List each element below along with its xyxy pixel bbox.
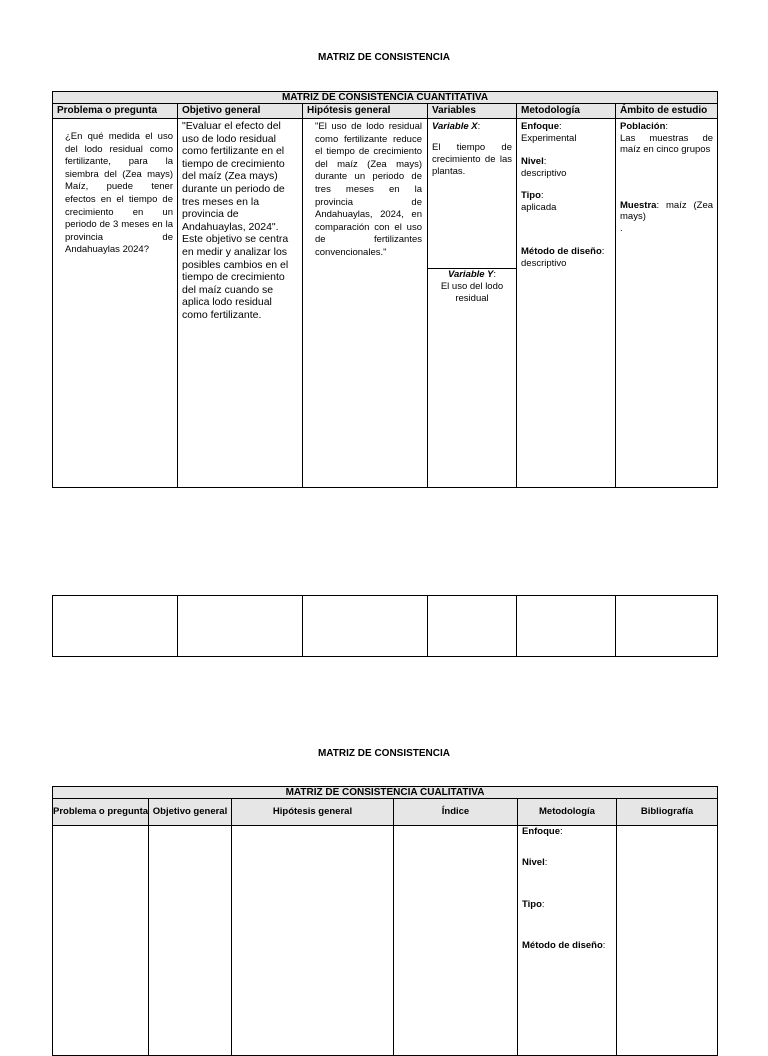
cell2-bibliografia [617, 826, 718, 1056]
poblacion-value: Las muestras de maíz en cinco grupos [620, 132, 714, 155]
header-hipotesis: Hipótesis general [303, 104, 428, 119]
enfoque-value: Experimental [521, 132, 577, 144]
empty-cell [517, 596, 616, 657]
cell-objetivo [178, 119, 303, 488]
variable-x-label: Variable X [432, 121, 478, 132]
cell-hipotesis [303, 119, 428, 488]
nivel-value: descriptivo [521, 167, 567, 179]
empty-cell [53, 596, 178, 657]
enfoque2-label: Enfoque [522, 826, 560, 837]
enfoque-label: Enfoque [521, 121, 559, 132]
poblacion-label: Población [620, 121, 666, 132]
empty-cell [616, 596, 718, 657]
metodo2-label: Método de diseño [522, 940, 603, 951]
hipotesis-text: "El uso de lodo residual como fertilizante reduce el tiempo de crecimiento del maíz (Zea mays) durante un periodo de tres meses en la provincia de Andahuaylas, 2024, en comparación con el uso de fertilizantes convencionales." [315, 121, 422, 258]
cell-problema [53, 119, 178, 488]
header2-indice: Índice [394, 799, 518, 826]
cell2-objetivo [149, 826, 232, 1056]
header-objetivo: Objetivo general [178, 104, 303, 119]
variable-y-label: Variable Y [447, 269, 494, 280]
variable-x-text: El tiempo de crecimiento de las plantas. [432, 142, 512, 177]
header2-objetivo: Objetivo general [149, 799, 232, 826]
empty-cell [303, 596, 428, 657]
header-metodologia: Metodología [517, 104, 616, 119]
nivel2-label: Nivel [522, 857, 545, 868]
empty-table [52, 595, 718, 657]
cell2-problema [53, 826, 149, 1056]
tipo-value: aplicada [521, 201, 557, 213]
problema-text: ¿En qué medida el uso del lodo residual como fertilizante, para la siembra del (Zea mays) Maíz, puede tener efectos en el tiempo de crecimiento en un periodo de 3 meses en la provincia de Andahuaylas 2024? [65, 131, 173, 256]
metodo-label: Método de diseño [521, 246, 602, 257]
cell-metodologia: Enfoque: Experimental Nivel: descriptivo Tipo: aplicada Método de diseño: descriptivo [517, 119, 616, 488]
empty-cell [428, 596, 517, 657]
tipo2-label: Tipo [522, 899, 542, 910]
cell2-indice [394, 826, 518, 1056]
header2-metodologia: Metodología [518, 799, 617, 826]
empty-cell [178, 596, 303, 657]
variable-y-text: El uso del lodo residual [440, 281, 504, 304]
metodo-value: descriptivo [521, 257, 567, 269]
matrix-cuantitativa [52, 91, 718, 488]
header2-hipotesis: Hipótesis general [232, 799, 394, 826]
cell-ambito: Población: Las muestras de maíz en cinco grupos Muestra: maíz (Zea mays) . [616, 119, 718, 488]
header2-bibliografia: Bibliografía [617, 799, 718, 826]
matrix-cualitativa [52, 786, 718, 1056]
header-ambito: Ámbito de estudio [616, 104, 718, 119]
cell2-metodologia: Enfoque: Nivel: Tipo: Método de diseño: [518, 826, 617, 1056]
page-title-cuantitativa: MATRIZ DE CONSISTENCIA [317, 52, 451, 63]
page-title-cualitativa: MATRIZ DE CONSISTENCIA [317, 748, 451, 759]
cell-variables: Variable X: El tiempo de crecimiento de las plantas. Variable Y: El uso del lodo residual [428, 119, 517, 488]
header-problema: Problema o pregunta [53, 104, 178, 119]
table-title-cuantitativa: MATRIZ DE CONSISTENCIA CUANTITATIVA [53, 92, 718, 104]
tipo-label: Tipo [521, 190, 541, 201]
header-variables: Variables [428, 104, 517, 119]
header2-problema: Problema o pregunta [53, 799, 149, 826]
nivel-label: Nivel [521, 156, 544, 167]
muestra-dot: . [620, 222, 623, 234]
objetivo-text: "Evaluar el efecto del uso de lodo residual como fertilizante en el tiempo de crecimiento del maíz (Zea mays) durante un periodo de tres meses en la provincia de Andahuaylas, 2024". Este objetivo se centra en medir y analizar los posibles cambios en el tiempo de crecimiento del maíz cuando se aplica lodo residual como fertilizante. [182, 120, 289, 321]
table-title-cualitativa: MATRIZ DE CONSISTENCIA CUALITATIVA [53, 787, 718, 799]
muestra-value: : maíz (Zea mays) [620, 199, 714, 222]
muestra-label: Muestra [620, 199, 657, 211]
cell2-hipotesis [232, 826, 394, 1056]
